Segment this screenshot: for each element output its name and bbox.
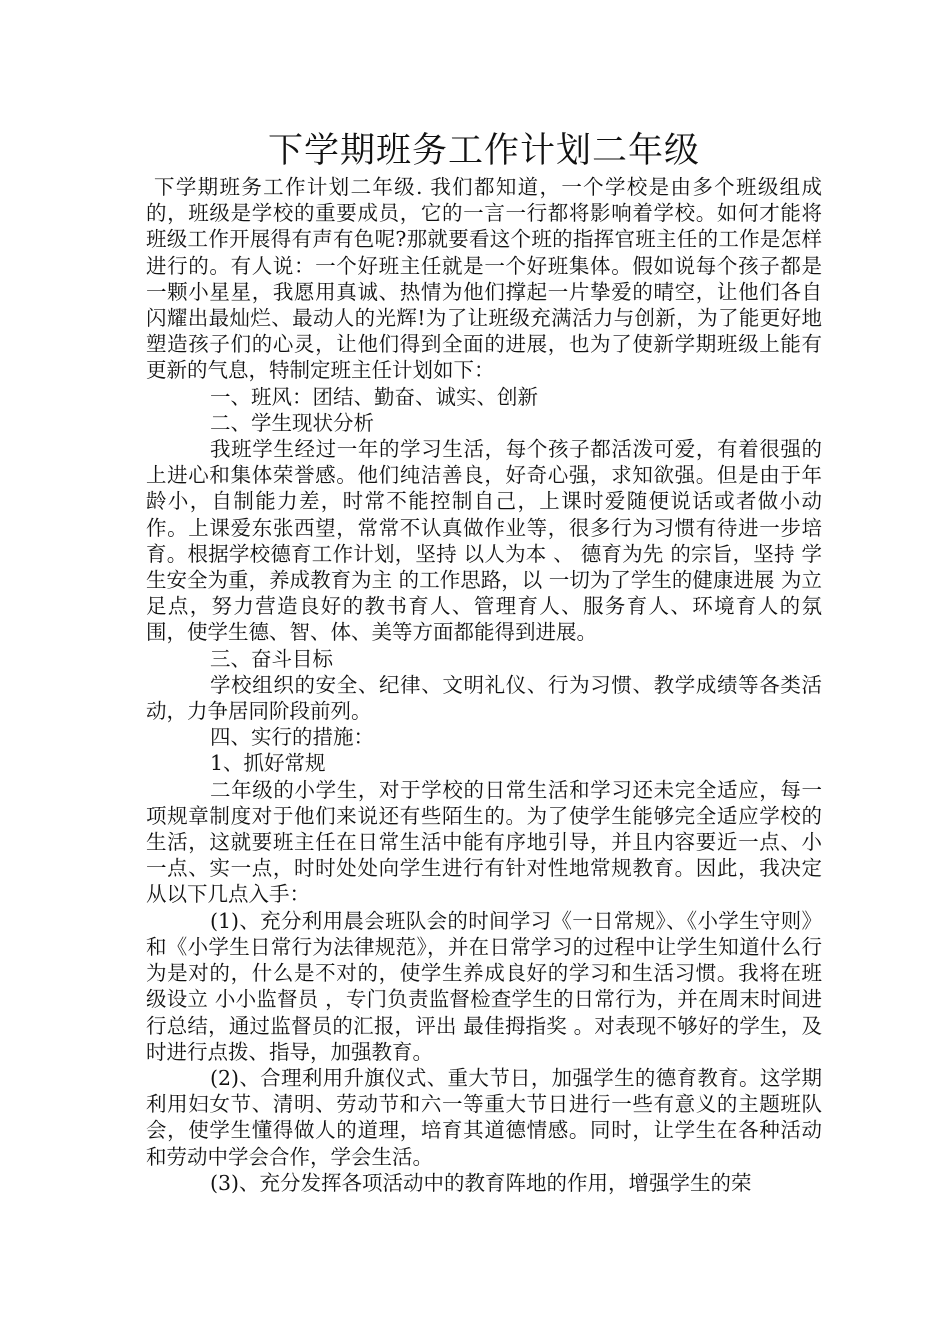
document-title: 下学期班务工作计划二年级	[267, 131, 700, 171]
heading-class-style: 一、班风：团结、勤奋、诚实、创新	[210, 384, 538, 409]
paragraph-intro: 下学期班务工作计划二年级. 我们都知道，一个学校是由多个班级组成的，班级是学校的重要成员，它的一言一行都将影响着学校。如何才能将班级工作开展得有声有色呢?那就要看这个班的指挥官班主任的工作是怎样进行的。有人说：一个好班主任就是一个好班集体。假如说每个孩子都是一颗小星星，我愿用真诚、热情为他们撑起一片挚爱的晴空，让他们各自闪耀出最灿烂、最动人的光辉!为了让班级充满活力与创新，为了能更好地塑造孩子们的心灵，让他们得到全面的进展，也为了使新学期班级上能有更新的气息，特制定班主任计划如下：	[146, 175, 822, 383]
paragraph-goals: 学校组织的安全、纪律、文明礼仪、行为习惯、教学成绩等各类活动，力争居同阶段前列。	[146, 672, 822, 724]
heading-student-analysis: 二、学生现状分析	[210, 410, 374, 435]
paragraph-measure-1: (1)、充分利用晨会班队会的时间学习《一日常规》、《小学生守则》和《小学生日常行为法律规范》，并在日常学习的过程中让学生知道什么行为是对的，什么是不对的，使学生养成良好的学习和生活习惯。我将在班级设立 小小监督员 ，专门负责监督检查学生的日常行为，并在周末时间进行总结，通过监督员的汇报，评出 最佳拇指奖 。对表现不够好的学生，及时进行点拨、指导，加强教育。	[146, 908, 822, 1064]
paragraph-student-analysis: 我班学生经过一年的学习生活，每个孩子都活泼可爱，有着很强的上进心和集体荣誉感。他们纯洁善良，好奇心强，求知欲强。但是由于年龄小，自制能力差，时常不能控制自己，上课时爱随便说话或者做小动作。上课爱东张西望，常常不认真做作业等，很多行为习惯有待进一步培育。根据学校德育工作计划，坚持 以人为本 、 德育为先 的宗旨，坚持 学生安全为重，养成教育为主 的工作思路，以 一切为了学生的健康进展 为立足点，努力营造良好的教书育人、管理育人、服务育人、环境育人的氛围，使学生德、智、体、美等方面都能得到进展。	[146, 437, 822, 645]
paragraph-measure-3: (3)、充分发挥各项活动中的教育阵地的作用，增强学生的荣	[210, 1170, 752, 1195]
heading-measures: 四、实行的措施：	[210, 725, 374, 750]
heading-routine: 1、抓好常规	[210, 751, 326, 776]
document-page	[146, 128, 822, 1196]
paragraph-routine: 二年级的小学生，对于学校的日常生活和学习还未完全适应，每一项规章制度对于他们来说还有些陌生的。为了使学生能够完全适应学校的生活，这就要班主任在日常生活中能有序地引导，并且内容要近一点、小一点、实一点，时时处处向学生进行有针对性地常规教育。因此，我决定从以下几点入手：	[146, 777, 822, 907]
paragraph-measure-2: (2)、合理利用升旗仪式、重大节日，加强学生的德育教育。这学期利用妇女节、清明、劳动节和六一等重大节日进行一些有意义的主题班队会，使学生懂得做人的道理，培育其道德情感。同时，让学生在各种活动和劳动中学会合作，学会生活。	[146, 1065, 822, 1169]
heading-goals: 三、奋斗目标	[210, 646, 333, 671]
